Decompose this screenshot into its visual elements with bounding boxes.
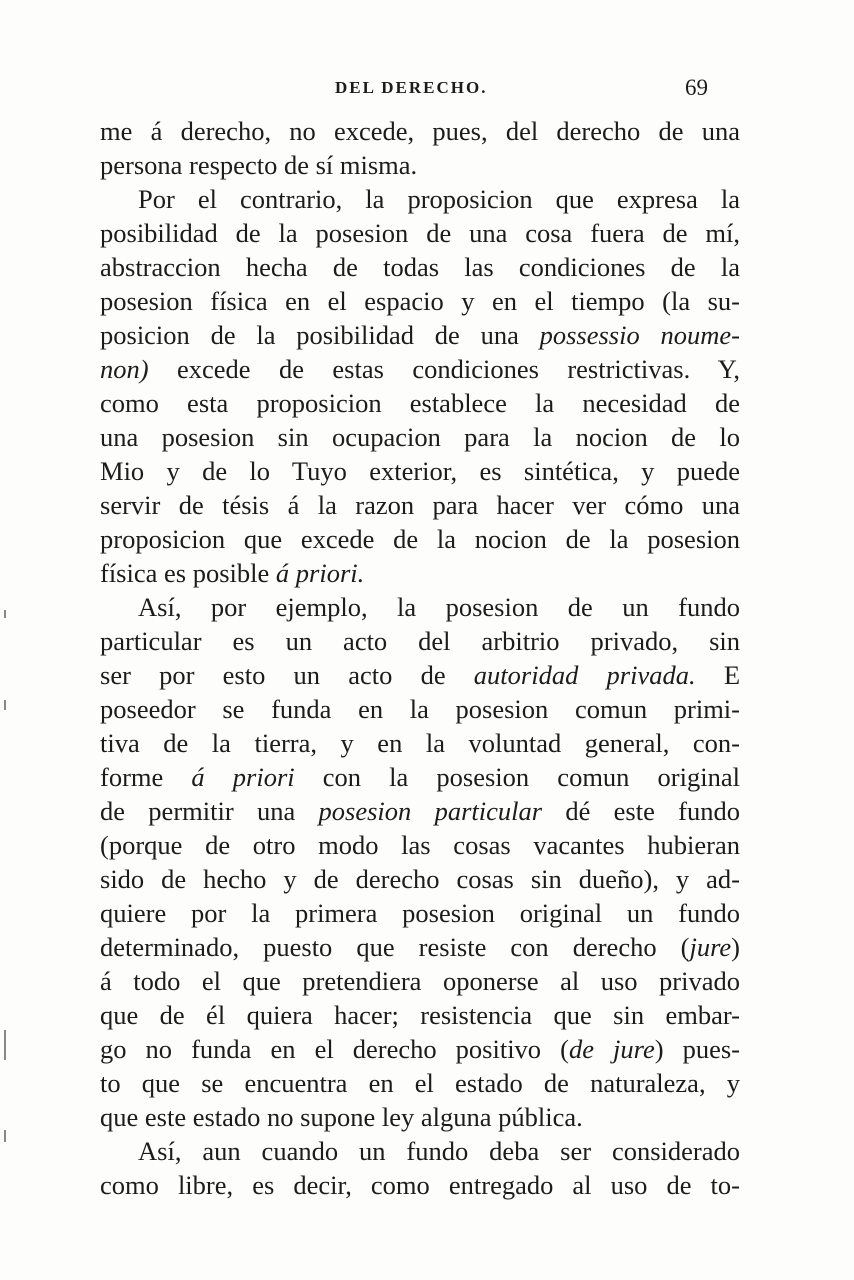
text-segment: que este estado no supone ley alguna pública. [100,1102,583,1132]
text-segment: me á derecho, no excede, pues, del derecho de una [100,116,740,146]
text-line [100,624,740,658]
italic-segment: autoridad privada. [473,660,696,690]
text-segment: como esta proposicion establece la necesidad de [100,388,740,418]
text-segment: poseedor se funda en la posesion comun primi- [100,694,740,724]
text-line [100,318,740,352]
text-line [100,114,740,148]
text-line [100,1168,740,1202]
text-segment: sido de hecho y de derecho cosas sin dueño), y ad- [100,864,740,894]
body-text [100,114,740,1202]
text-line [100,1066,740,1100]
text-line [100,148,740,182]
text-line [100,454,740,488]
text-segment: quiere por la primera posesion original un fundo [100,898,740,928]
text-segment: persona respecto de sí misma. [100,150,418,180]
text-segment: ) pues- [654,1034,740,1064]
scan-speck [4,1030,6,1060]
scan-speck [4,1130,6,1142]
text-segment: posesion física en el espacio y en el tiempo (la su- [100,286,740,316]
text-segment: á todo el que pretendiera oponerse al uso privado [100,966,740,996]
text-line [100,930,740,964]
running-title: DEL DERECHO. [335,78,488,97]
text-line [100,658,740,692]
text-line [100,964,740,998]
text-segment: posibilidad de la posesion de una cosa fuera de mí, [100,218,740,248]
text-segment: forme [100,762,192,792]
text-line [100,284,740,318]
text-line [100,726,740,760]
scan-speck [4,610,6,618]
italic-segment: posesion particular [318,796,543,826]
italic-segment: possessio noume- [539,320,740,350]
text-line [100,386,740,420]
italic-segment: jure [689,932,732,962]
text-segment: ) [731,932,740,962]
page-number: 69 [685,75,708,100]
text-segment: to que se encuentra en el estado de naturaleza, y [100,1068,740,1098]
text-line [100,692,740,726]
text-segment: Así, por ejemplo, la posesion de un fundo [138,592,740,622]
text-segment: de permitir una [100,796,319,826]
text-line [100,420,740,454]
text-segment: abstraccion hecha de todas las condiciones de la [100,252,740,282]
text-line [100,488,740,522]
text-segment: (porque de otro modo las cosas vacantes hubieran [100,830,740,860]
text-segment: una posesion sin ocupacion para la nocion de lo [100,422,740,452]
text-line [100,182,740,216]
text-line [100,352,740,386]
italic-segment: á priori. [275,558,365,588]
text-line [100,1100,740,1134]
text-line [100,794,740,828]
text-segment: Mio y de lo Tuyo exterior, es sintética, y puede [100,456,740,486]
text-line [100,998,740,1032]
text-line [100,896,740,930]
text-segment: Por el contrario, la proposicion que expresa la [138,184,740,214]
italic-segment: á priori [191,762,295,792]
running-head [100,75,710,106]
text-segment: tiva de la tierra, y en la voluntad general, con- [100,728,740,758]
text-line [100,522,740,556]
text-segment: posicion de la posibilidad de una [100,320,540,350]
text-line [100,556,740,590]
text-segment: go no funda en el derecho positivo ( [100,1034,569,1064]
scan-speck [4,700,6,710]
text-segment: que de él quiera hacer; resistencia que sin embar- [100,1000,740,1030]
text-line [100,1134,740,1168]
text-line [100,250,740,284]
text-segment: con la posesion comun original [294,762,740,792]
text-segment: E [695,660,741,690]
text-line [100,862,740,896]
text-segment: como libre, es decir, como entregado al uso de to- [100,1170,740,1200]
text-line [100,216,740,250]
text-segment: ser por esto un acto de [100,660,474,690]
text-segment: excede de estas condiciones restrictivas. Y, [148,354,740,384]
text-line [100,828,740,862]
text-segment: física es posible [100,558,276,588]
text-segment: proposicion que excede de la nocion de la posesion [100,524,740,554]
text-line [100,590,740,624]
text-segment: particular es un acto del arbitrio privado, sin [100,626,740,656]
text-segment: determinado, puesto que resiste con derecho ( [100,932,690,962]
text-segment: Así, aun cuando un fundo deba ser considerado [138,1136,740,1166]
text-segment: servir de tésis á la razon para hacer ver cómo una [100,490,740,520]
text-line [100,1032,740,1066]
text-segment: dé este fundo [542,796,740,826]
italic-segment: de jure [568,1034,655,1064]
text-line [100,760,740,794]
italic-segment: non) [100,354,149,384]
